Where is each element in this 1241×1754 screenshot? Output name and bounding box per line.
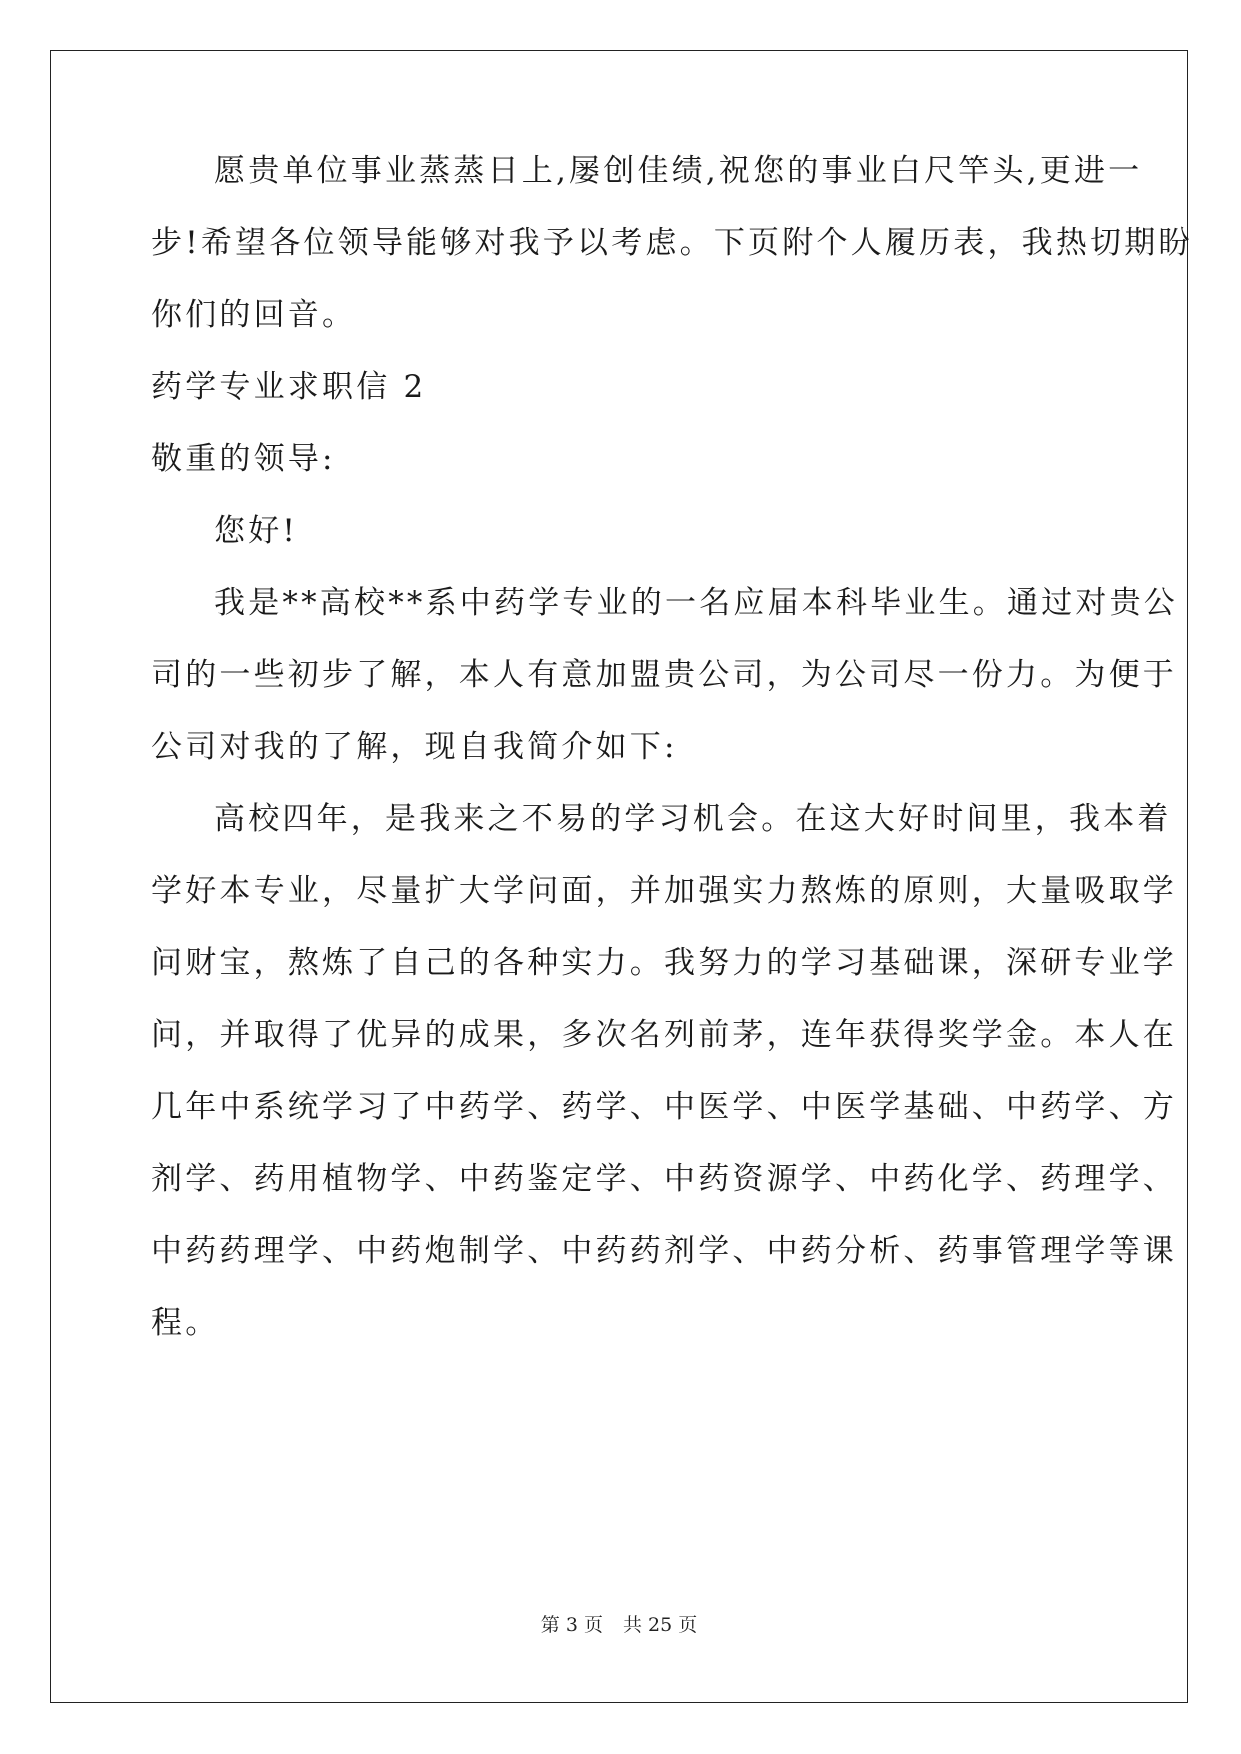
paragraph-line: 步!希望各位领导能够对我予以考虑。下页附个人履历表，我热切期盼 [151,225,1193,261]
paragraph-line: 中药药理学、中药炮制学、中药药剂学、中药分析、药事管理学等课 [151,1233,1177,1269]
paragraph-line: 几年中系统学习了中药学、药学、中医学、中医学基础、中药学、方 [151,1089,1177,1125]
paragraph-line: 高校四年，是我来之不易的学习机会。在这大好时间里，我本着 [214,801,1172,837]
section-heading: 药学专业求职信 2 [151,369,427,405]
paragraph-line: 愿贵单位事业蒸蒸日上,屡创佳绩,祝您的事业白尺竿头,更进一 [214,153,1143,189]
page-total: 共 25 页 [622,1614,698,1636]
paragraph-line: 公司对我的了解，现自我简介如下: [151,729,678,765]
paragraph-line: 剂学、药用植物学、中药鉴定学、中药资源学、中药化学、药理学、 [151,1161,1177,1197]
paragraph-line: 程。 [151,1305,220,1341]
document-page [50,50,1193,1703]
page-footer [51,1613,1187,1637]
salutation: 敬重的领导: [151,441,336,477]
paragraph-line: 我是**高校**系中药学专业的一名应届本科毕业生。通过对贵公 [214,585,1178,621]
paragraph-line: 司的一些初步了解，本人有意加盟贵公司，为公司尽一份力。为便于 [151,657,1177,693]
paragraph-line: 问，并取得了优异的成果，多次名列前茅，连年获得奖学金。本人在 [151,1017,1177,1053]
page-number: 第 3 页 [540,1614,603,1636]
paragraph-line: 问财宝，熬炼了自己的各种实力。我努力的学习基础课，深研专业学 [151,945,1177,981]
paragraph-line: 你们的回音。 [151,297,357,333]
greeting: 您好! [214,513,299,549]
paragraph-line: 学好本专业，尽量扩大学问面，并加强实力熬炼的原则，大量吸取学 [151,873,1177,909]
